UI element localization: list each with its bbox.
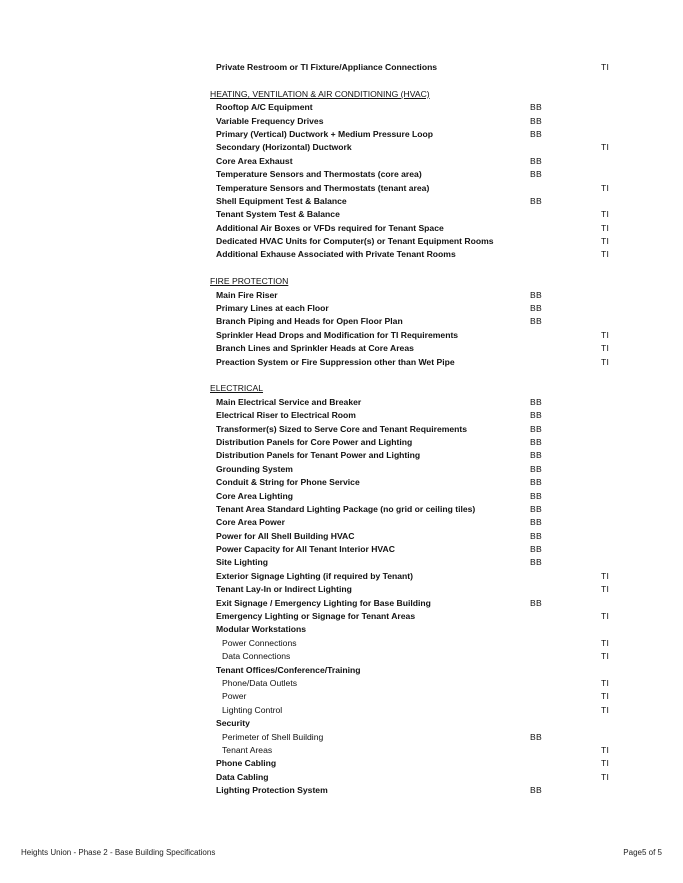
spec-item-label: Private Restroom or TI Fixture/Appliance Connections: [216, 62, 438, 72]
tenant-improvement-marker: TI: [601, 637, 610, 648]
spec-row: [0, 449, 683, 462]
spec-row: [0, 356, 683, 369]
spec-item-label: Shell Equipment Test & Balance: [216, 195, 347, 206]
section-heading-label: HEATING, VENTILATION & AIR CONDITIONING (HVAC): [210, 88, 430, 99]
spec-row: [0, 623, 683, 636]
base-building-marker: BB: [530, 396, 543, 407]
spec-item-label: Power for All Shell Building HVAC: [216, 530, 355, 541]
spec-row: [0, 597, 683, 610]
spec-item-label: Grounding System: [216, 463, 293, 474]
base-building-marker: BB: [530, 517, 543, 528]
spec-item-label: Dedicated HVAC Units for Computer(s) or Tenant Equipment Rooms: [216, 236, 494, 247]
spec-row: [0, 744, 683, 757]
spec-row: [0, 61, 683, 74]
spec-item-label: Exterior Signage Lighting (if required by Tenant): [216, 570, 414, 581]
section-spacer: [0, 262, 683, 275]
spec-row: [0, 784, 683, 797]
spec-row: [0, 436, 683, 449]
section-heading-label: ELECTRICAL: [210, 383, 264, 394]
spec-row: [0, 516, 683, 529]
section-heading: [0, 88, 683, 101]
spec-row: [0, 423, 683, 436]
spec-item-label: Main Fire Riser: [216, 289, 278, 300]
base-building-marker: BB: [530, 477, 543, 488]
tenant-improvement-marker: TI: [601, 62, 610, 72]
footer-document-title: Heights Union - Phase 2 - Base Building Specifications: [21, 848, 216, 857]
spec-row: [0, 556, 683, 569]
spec-item-label: Site Lighting: [216, 557, 269, 568]
spec-item-label: Data Connections: [222, 651, 291, 662]
spec-row: [0, 115, 683, 128]
base-building-marker: BB: [530, 102, 543, 113]
spec-item-label: Tenant Areas: [222, 744, 273, 755]
spec-row: [0, 208, 683, 221]
spec-row: [0, 302, 683, 315]
spec-item-label: Additional Exhause Associated with Private Tenant Rooms: [216, 249, 456, 260]
spec-row: [0, 650, 683, 663]
spec-row: [0, 222, 683, 235]
spec-row: [0, 342, 683, 355]
tenant-improvement-marker: TI: [601, 236, 610, 247]
spec-row: [0, 704, 683, 717]
tenant-improvement-marker: TI: [601, 651, 610, 662]
spec-row: [0, 771, 683, 784]
spec-row: [0, 690, 683, 703]
spec-item-label: Distribution Panels for Core Power and Lighting: [216, 436, 413, 447]
spec-row: [0, 637, 683, 650]
spec-item-label: Branch Piping and Heads for Open Floor Plan: [216, 316, 403, 327]
spec-item-label: Perimeter of Shell Building: [222, 731, 324, 742]
spec-item-label: Sprinkler Head Drops and Modification for TI Requirements: [216, 329, 459, 340]
spec-row: [0, 289, 683, 302]
spec-row: [0, 583, 683, 596]
spec-item-label: Phone Cabling: [216, 758, 277, 769]
spec-row: [0, 463, 683, 476]
base-building-marker: BB: [530, 503, 543, 514]
tenant-improvement-marker: TI: [601, 142, 610, 153]
spec-item-label: Core Area Exhaust: [216, 155, 293, 166]
spec-row: [0, 329, 683, 342]
spec-item-label: Distribution Panels for Tenant Power and Lighting: [216, 450, 421, 461]
base-building-marker: BB: [530, 410, 543, 421]
base-building-marker: BB: [530, 423, 543, 434]
spec-item-label: Power Capacity for All Tenant Interior HVAC: [216, 544, 395, 555]
spec-row: [0, 610, 683, 623]
base-building-marker: BB: [530, 785, 543, 796]
spec-row: [0, 182, 683, 195]
section-heading: [0, 382, 683, 395]
spec-row: [0, 396, 683, 409]
tenant-improvement-marker: TI: [601, 356, 610, 367]
spec-item-label: Exit Signage / Emergency Lighting for Base Building: [216, 597, 431, 608]
tenant-improvement-marker: TI: [601, 570, 610, 581]
tenant-improvement-marker: TI: [601, 758, 610, 769]
spec-row: [0, 530, 683, 543]
spec-row: [0, 490, 683, 503]
spec-item-label: Temperature Sensors and Thermostats (core area): [216, 169, 422, 180]
section-spacer: [0, 369, 683, 382]
section-heading-label: FIRE PROTECTION: [210, 276, 289, 287]
base-building-marker: BB: [530, 195, 543, 206]
spec-row: [0, 757, 683, 770]
spec-row: [0, 409, 683, 422]
tenant-improvement-marker: TI: [601, 249, 610, 260]
spec-item-label: Power Connections: [222, 637, 297, 648]
base-building-marker: BB: [530, 597, 543, 608]
spec-item-label: Tenant Offices/Conference/Training: [216, 664, 361, 675]
spec-item-label: Preaction System or Fire Suppression other than Wet Pipe: [216, 356, 455, 367]
spec-item-label: Phone/Data Outlets: [222, 677, 298, 688]
spec-row: [0, 235, 683, 248]
spec-item-label: Core Area Power: [216, 517, 285, 528]
base-building-marker: BB: [530, 530, 543, 541]
footer-page-number: Page5 of 5: [623, 848, 662, 857]
tenant-improvement-marker: TI: [601, 611, 610, 622]
specification-table: [0, 61, 683, 797]
spec-item-label: Lighting Protection System: [216, 785, 328, 796]
tenant-improvement-marker: TI: [601, 182, 610, 193]
spec-item-label: Conduit & String for Phone Service: [216, 477, 360, 488]
base-building-marker: BB: [530, 169, 543, 180]
spec-item-label: Emergency Lighting or Signage for Tenant Areas: [216, 611, 416, 622]
base-building-marker: BB: [530, 115, 543, 126]
base-building-marker: BB: [530, 316, 543, 327]
spec-item-label: Security: [216, 718, 250, 729]
spec-item-label: Branch Lines and Sprinkler Heads at Core Areas: [216, 343, 414, 354]
section-spacer: [0, 74, 683, 87]
base-building-marker: BB: [530, 450, 543, 461]
base-building-marker: BB: [530, 463, 543, 474]
spec-row: [0, 677, 683, 690]
spec-item-label: Transformer(s) Sized to Serve Core and Tenant Requirements: [216, 423, 468, 434]
spec-item-label: Secondary (Horizontal) Ductwork: [216, 142, 352, 153]
spec-item-label: Power: [222, 691, 247, 702]
tenant-improvement-marker: TI: [601, 584, 610, 595]
base-building-marker: BB: [530, 490, 543, 501]
spec-item-label: Primary (Vertical) Ductwork + Medium Pressure Loop: [216, 128, 434, 139]
base-building-marker: BB: [530, 303, 543, 314]
tenant-improvement-marker: TI: [601, 329, 610, 340]
spec-item-label: Variable Frequency Drives: [216, 115, 324, 126]
base-building-marker: BB: [530, 436, 543, 447]
spec-item-label: Modular Workstations: [216, 624, 307, 635]
base-building-marker: BB: [530, 289, 543, 300]
spec-row: [0, 543, 683, 556]
base-building-marker: BB: [530, 557, 543, 568]
spec-item-label: Additional Air Boxes or VFDs required for Tenant Space: [216, 222, 444, 233]
tenant-improvement-marker: TI: [601, 343, 610, 354]
tenant-improvement-marker: TI: [601, 222, 610, 233]
tenant-improvement-marker: TI: [601, 744, 610, 755]
tenant-improvement-marker: TI: [601, 209, 610, 220]
spec-row: [0, 195, 683, 208]
spec-row: [0, 155, 683, 168]
spec-row: [0, 476, 683, 489]
spec-item-label: Temperature Sensors and Thermostats (tenant area): [216, 182, 430, 193]
spec-row: [0, 731, 683, 744]
spec-item-label: Electrical Riser to Electrical Room: [216, 410, 356, 421]
base-building-marker: BB: [530, 544, 543, 555]
tenant-improvement-marker: TI: [601, 771, 610, 782]
base-building-marker: BB: [530, 128, 543, 139]
spec-item-label: Primary Lines at each Floor: [216, 303, 329, 314]
tenant-improvement-marker: TI: [601, 704, 610, 715]
spec-row: [0, 315, 683, 328]
section-heading: [0, 275, 683, 288]
spec-item-label: Tenant System Test & Balance: [216, 209, 340, 220]
spec-row: [0, 248, 683, 261]
tenant-improvement-marker: TI: [601, 677, 610, 688]
base-building-marker: BB: [530, 731, 543, 742]
spec-row: [0, 664, 683, 677]
spec-row: [0, 141, 683, 154]
spec-row: [0, 717, 683, 730]
spec-item-label: Data Cabling: [216, 771, 269, 782]
spec-row: [0, 503, 683, 516]
spec-item-label: Tenant Area Standard Lighting Package (no grid or ceiling tiles): [216, 503, 476, 514]
spec-row: [0, 570, 683, 583]
tenant-improvement-marker: TI: [601, 691, 610, 702]
spec-row: [0, 128, 683, 141]
spec-item-label: Core Area Lighting: [216, 490, 294, 501]
spec-row: [0, 101, 683, 114]
spec-row: [0, 168, 683, 181]
spec-item-label: Rooftop A/C Equipment: [216, 102, 313, 113]
spec-item-label: Tenant Lay-In or Indirect Lighting: [216, 584, 352, 595]
spec-item-label: Main Electrical Service and Breaker: [216, 396, 362, 407]
base-building-marker: BB: [530, 155, 543, 166]
spec-item-label: Lighting Control: [222, 704, 283, 715]
